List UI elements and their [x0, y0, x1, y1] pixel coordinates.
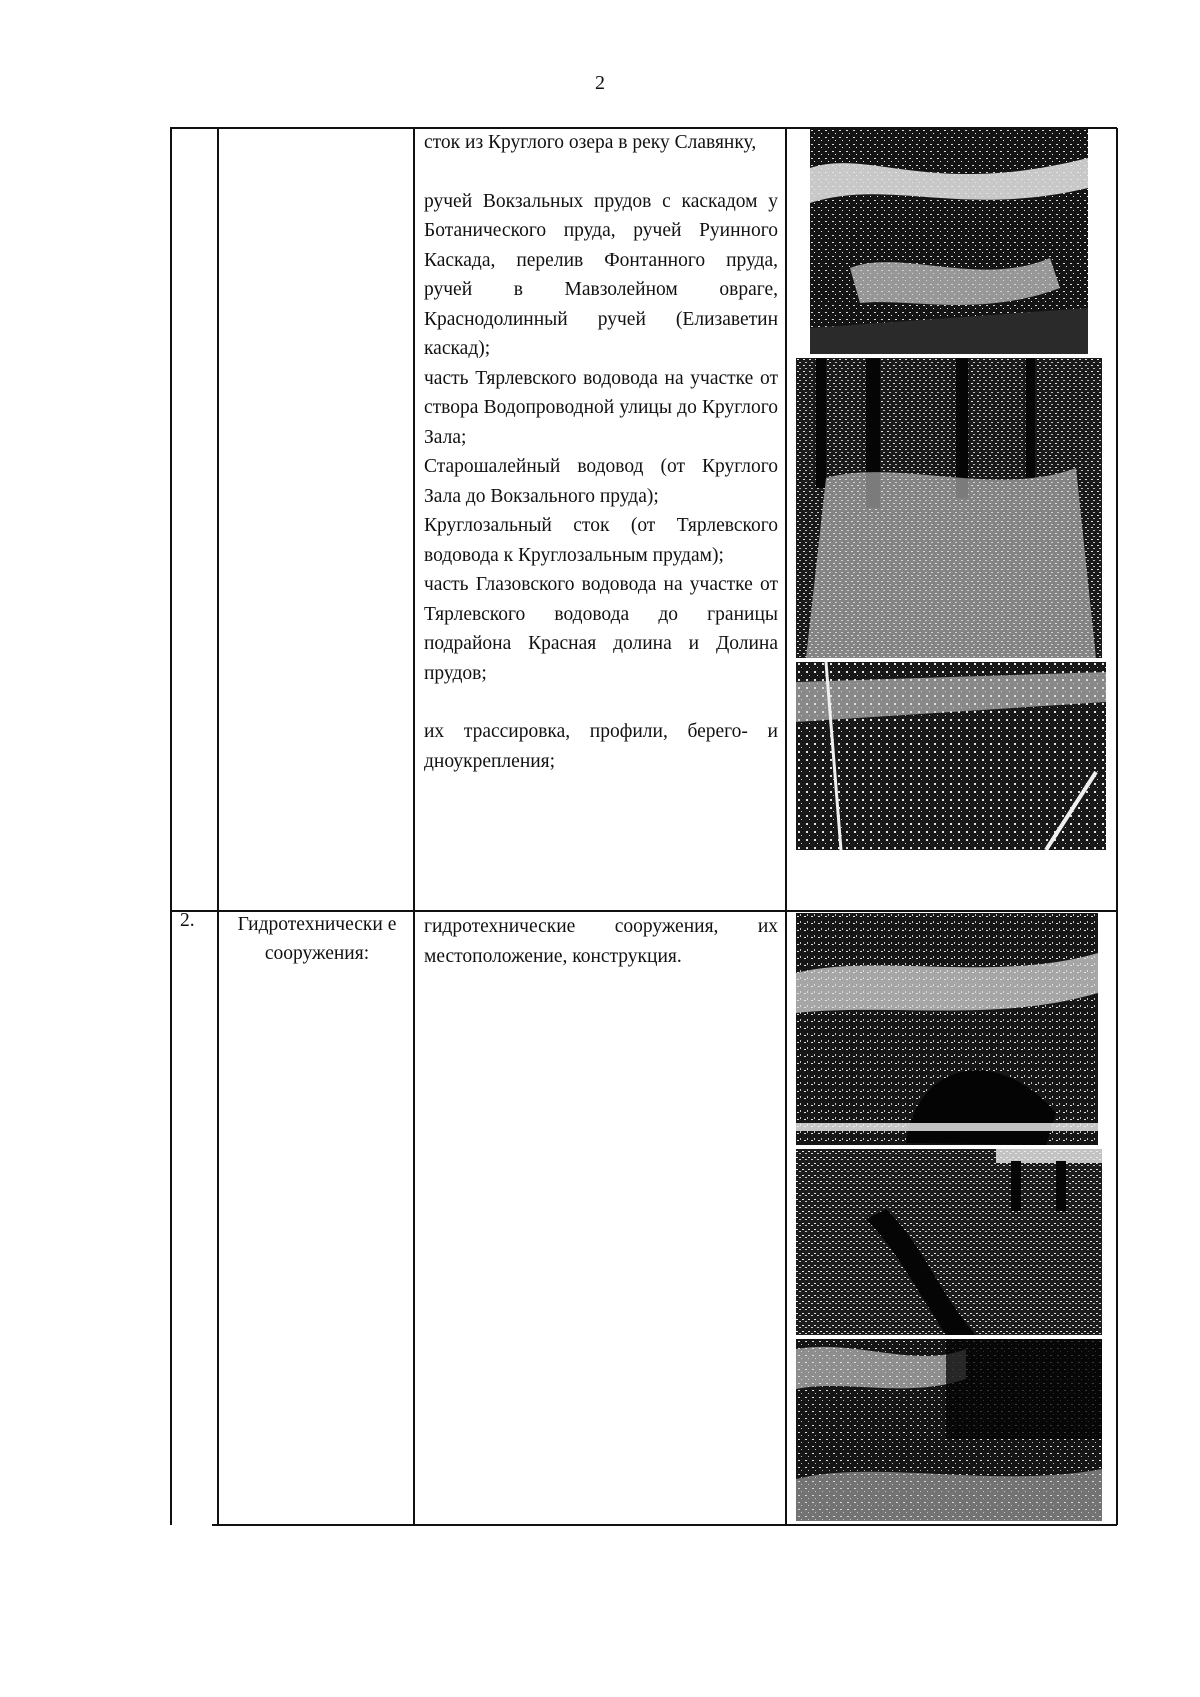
hydro-structure-photo	[796, 913, 1098, 1145]
row1-description	[424, 128, 778, 776]
channel-photo	[796, 1339, 1102, 1521]
forest-stream-photo	[796, 358, 1102, 658]
row1-paragraph: их трассировка, профили, берего- и дноукрепления;	[424, 721, 778, 772]
table-bottom-border	[212, 1524, 1117, 1526]
row2-label: Гидротехнически е сооружения:	[237, 914, 397, 964]
bridge-stream-photo	[796, 1149, 1102, 1335]
row2-description: гидротехнические сооружения, их местоположение, конструкция.	[424, 916, 778, 967]
row1-paragraph: ручей Вокзальных прудов с каскадом у Ботанического пруда, ручей Руинного Каскада, перелив Фонтанного пруда, ручей в Мавзолейном овраге, Краснодолинный ручей (Елизаветин каскад);	[424, 190, 778, 359]
stream-photo	[810, 128, 1088, 354]
table-border-right	[1116, 128, 1118, 1525]
row1-paragraph: Круглозальный сток (от Тярлевского водовода к Круглозальным прудам);	[424, 515, 778, 566]
row1-paragraph: Старошалейный водовод (от Круглого Зала до Вокзального пруда);	[424, 456, 778, 507]
table-border-left	[170, 128, 172, 1525]
table-divider-num	[217, 128, 219, 1525]
table-divider-text	[785, 128, 787, 1525]
row1-paragraph: сток из Круглого озера в реку Славянку,	[424, 132, 757, 153]
row1-paragraph: часть Тярлевского водовода на участке от створа Водопроводной улицы до Круглого Зала;	[424, 367, 778, 448]
trees-ravine-photo	[796, 662, 1106, 850]
page-number: 2	[595, 72, 605, 94]
table-divider-label	[413, 128, 415, 1525]
row1-paragraph: часть Глазовского водовода на участке от Тярлевского водовода до границы подрайона Красная долина и Долина прудов;	[424, 574, 778, 684]
row2-number: 2.	[180, 910, 195, 931]
